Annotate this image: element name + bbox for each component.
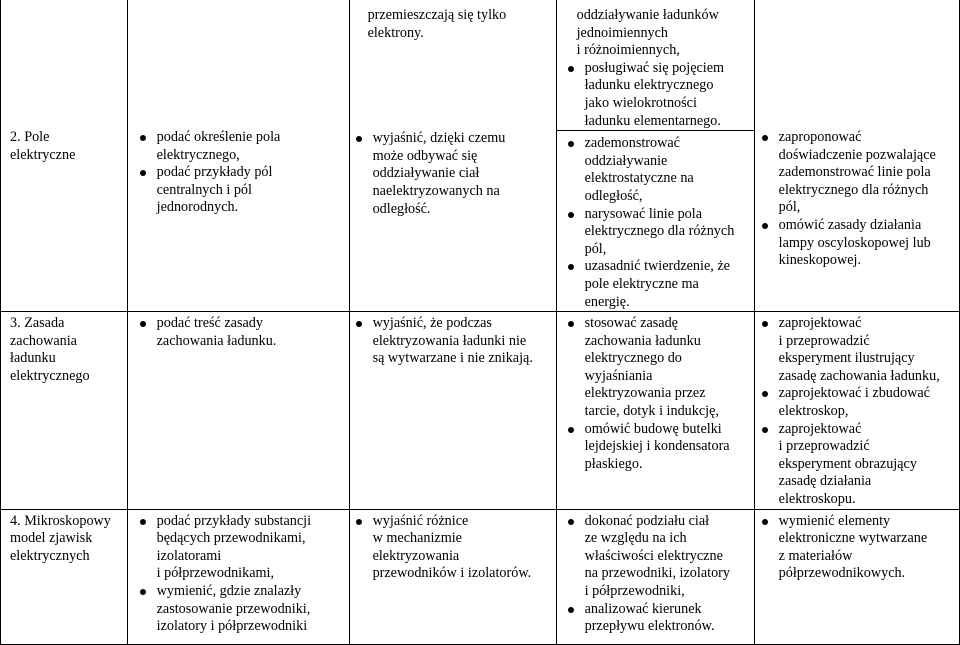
topic-title: 4. Mikroskopowy model zjawisk elektrycznych — [10, 512, 111, 564]
bullet-icon — [762, 519, 768, 525]
bullet-icon — [356, 321, 362, 327]
extended-requirements-cell — [349, 312, 556, 510]
bullet-list — [557, 513, 754, 636]
list-item: uzasadnić twierdzenie, że pole elektryczne ma energię. — [585, 258, 754, 311]
list-item: wymienić elementy elektroniczne wytwarzane z materiałów półprzewodnikowych. — [779, 513, 959, 583]
list-item: podać przykłady pól centralnych i pól jednorodnych. — [157, 164, 349, 217]
bullet-list — [350, 315, 556, 368]
bullet-icon — [568, 141, 574, 147]
bullet-icon — [762, 391, 768, 397]
list-item: podać treść zasady zachowania ładunku. — [157, 315, 349, 350]
full-requirements-cell — [556, 509, 754, 644]
table-row — [1, 312, 960, 510]
list-item: wyjaśnić, dzięki czemu może odbywać się oddziaływanie ciał naelektryzowanych na odległość. — [373, 130, 556, 218]
topic-title: 2. Pole elektryczne — [10, 129, 76, 163]
bullet-list — [557, 135, 754, 311]
bullet-list — [128, 513, 349, 636]
list-item: zaproponować doświadczenie pozwalające zademonstrować linie pola elektrycznego dla różnych pól, — [779, 129, 959, 217]
bullet-icon — [762, 223, 768, 229]
basic-requirements-cell — [127, 0, 349, 312]
list-item: podać przykłady substancji będących przewodnikami, izolatorami i półprzewodnikami, — [157, 513, 349, 583]
bullet-icon — [568, 427, 574, 433]
list-item: dokonać podziału ciał ze względu na ich właściwości elektryczne na przewodniki, izolatory i półprzewodniki, — [585, 513, 754, 601]
topic-cell — [1, 312, 128, 510]
bullet-icon — [568, 519, 574, 525]
bullet-icon — [140, 519, 146, 525]
outstanding-requirements-cell — [754, 509, 959, 644]
bullet-icon — [762, 321, 768, 327]
bullet-icon — [140, 589, 146, 595]
topic-cell — [1, 0, 128, 312]
full-requirements-cell — [556, 0, 754, 131]
list-item: narysować linie pola elektrycznego dla różnych pól, — [585, 206, 754, 259]
bullet-list — [350, 130, 556, 218]
topic-cell — [1, 509, 128, 644]
list-item: wyjaśnić różnice w mechanizmie elektryzowania przewodników i izolatorów. — [373, 513, 556, 583]
bullet-list — [755, 513, 959, 583]
bullet-icon — [356, 136, 362, 142]
table-row — [1, 509, 960, 644]
bullet-icon — [568, 66, 574, 72]
continued-text: oddziaływanie ładunków jednoimiennych i różnoimiennych, — [576, 7, 719, 59]
bullet-list — [557, 315, 754, 473]
list-item: podać określenie pola elektrycznego, — [157, 129, 349, 164]
bullet-icon — [568, 264, 574, 270]
list-item: omówić zasady działania lampy oscyloskopowej lub kineskopowej. — [779, 217, 959, 270]
bullet-list — [557, 60, 754, 130]
list-item: zademonstrować oddziaływanie elektrostatyczne na odległość, — [585, 135, 754, 205]
outstanding-requirements-cell — [754, 0, 959, 312]
bullet-icon — [568, 212, 574, 218]
list-item: zaprojektować i przeprowadzić eksperyment ilustrujący zasadę zachowania ładunku, — [779, 315, 959, 385]
list-item: stosować zasadę zachowania ładunku elektrycznego do wyjaśniania elektryzowania przez tarcie, dotyk i indukcję, — [585, 315, 754, 421]
bullet-list — [350, 513, 556, 583]
topic-title: 3. Zasada zachowania ładunku elektrycznego — [10, 315, 90, 384]
continued-text: przemieszczają się tylko elektrony. — [367, 7, 507, 41]
bullet-icon — [568, 607, 574, 613]
bullet-icon — [140, 135, 146, 141]
bullet-list — [755, 129, 959, 270]
list-item: wymienić, gdzie znalazły zastosowanie przewodniki, izolatory i półprzewodniki — [157, 583, 349, 636]
bullet-list — [128, 315, 349, 350]
full-requirements-cell — [556, 131, 754, 312]
bullet-list — [128, 129, 349, 217]
bullet-icon — [140, 321, 146, 327]
bullet-icon — [356, 519, 362, 525]
basic-requirements-cell — [127, 509, 349, 644]
basic-requirements-cell — [127, 312, 349, 510]
outstanding-requirements-cell — [754, 312, 959, 510]
list-item: omówić budowę butelki lejdejskiej i kondensatora płaskiego. — [585, 421, 754, 474]
bullet-icon — [568, 321, 574, 327]
list-item: zaprojektować i zbudować elektroskop, — [779, 385, 959, 420]
bullet-list — [755, 315, 959, 509]
table-row — [1, 0, 960, 131]
bullet-icon — [762, 427, 768, 433]
list-item: posługiwać się pojęciem ładunku elektrycznego jako wielokrotności ładunku elementarnego. — [585, 60, 754, 130]
extended-requirements-cell — [349, 0, 556, 312]
extended-requirements-cell — [349, 509, 556, 644]
list-item: zaprojektować i przeprowadzić eksperyment obrazujący zasadę działania elektroskopu. — [779, 421, 959, 509]
bullet-icon — [762, 135, 768, 141]
full-requirements-cell — [556, 312, 754, 510]
list-item: analizować kierunek przepływu elektronów. — [585, 601, 754, 636]
bullet-icon — [140, 170, 146, 176]
list-item: wyjaśnić, że podczas elektryzowania ładunki nie są wytwarzane i nie znikają. — [373, 315, 556, 368]
